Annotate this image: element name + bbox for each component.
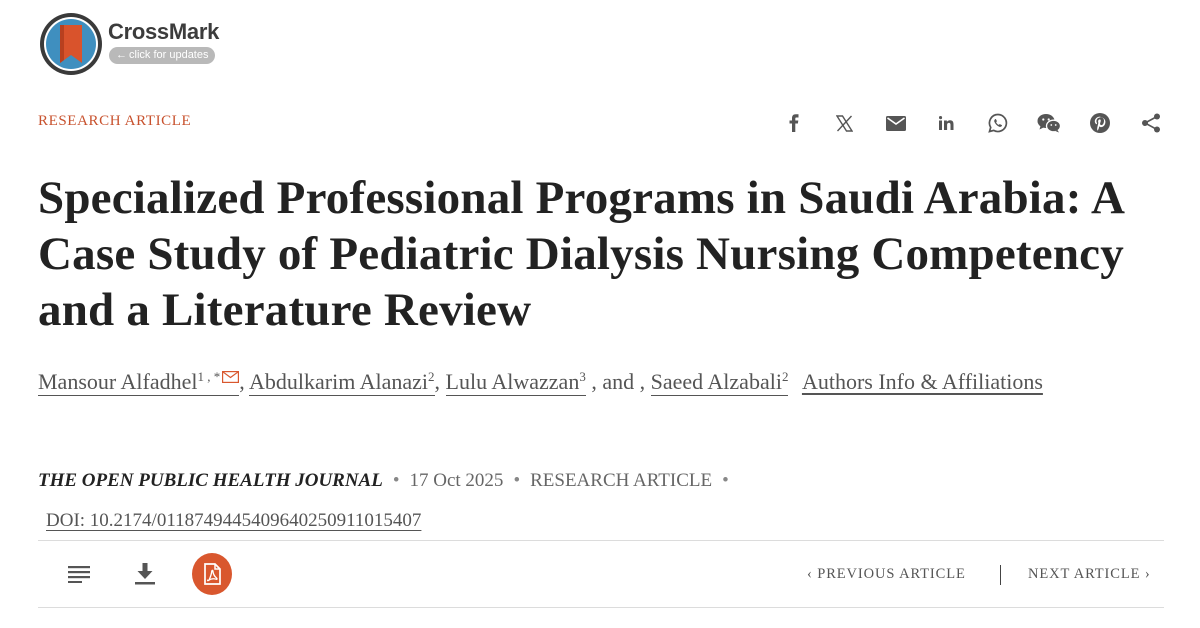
contents-button[interactable] xyxy=(59,553,99,595)
author-superscript: 2 xyxy=(781,369,789,384)
download-icon xyxy=(135,563,155,585)
publication-date: 17 Oct 2025 xyxy=(409,470,504,491)
separator: , xyxy=(434,369,441,394)
author-superscript: 3 xyxy=(579,369,586,384)
chevron-right-icon: › xyxy=(1144,566,1151,582)
journal-name[interactable]: THE OPEN PUBLIC HEALTH JOURNAL xyxy=(38,470,383,491)
arrow-left-icon: ← xyxy=(116,49,127,61)
crossmark-title: CrossMark xyxy=(108,19,220,44)
author-link[interactable] xyxy=(446,369,586,396)
whatsapp-icon[interactable] xyxy=(972,108,1023,138)
crossmark-logo-icon xyxy=(38,11,104,77)
article-type-meta: RESEARCH ARTICLE xyxy=(530,470,713,491)
bullet-separator: • xyxy=(722,470,729,491)
author-list xyxy=(38,362,1098,402)
doi-link[interactable]: DOI: 10.2174/0118749445409640250911015407 xyxy=(46,510,422,531)
article-title: Specialized Professional Programs in Saudi Arabia: A Case Study of Pediatric Dialysis Nursing Competency and a Literature Review xyxy=(38,172,1124,336)
publication-meta xyxy=(38,470,739,492)
toolbar-divider-top xyxy=(38,540,1164,541)
article-type-label: RESEARCH ARTICLE xyxy=(38,113,192,129)
pinterest-icon[interactable] xyxy=(1074,108,1125,138)
author-link[interactable] xyxy=(249,369,435,396)
share-icon[interactable] xyxy=(1125,108,1176,138)
contents-icon xyxy=(68,565,90,583)
wechat-icon[interactable] xyxy=(1023,108,1074,138)
crossmark-badge[interactable] xyxy=(38,11,228,77)
toolbar-divider-bottom xyxy=(38,607,1164,608)
share-bar xyxy=(768,108,1176,138)
author-superscript: 2 xyxy=(428,369,435,384)
bullet-separator: • xyxy=(392,470,400,491)
email-icon[interactable] xyxy=(870,108,921,138)
download-button[interactable] xyxy=(125,553,165,595)
pdf-button[interactable] xyxy=(192,553,232,595)
previous-article-link[interactable] xyxy=(807,566,966,583)
author-link[interactable] xyxy=(38,369,239,396)
and-separator: , and , xyxy=(591,369,646,394)
author-name: Lulu Alwazzan xyxy=(445,369,580,394)
previous-article-label: PREVIOUS ARTICLE xyxy=(817,566,966,582)
next-article-link[interactable] xyxy=(1028,566,1151,583)
next-article-label: NEXT ARTICLE xyxy=(1028,566,1141,582)
bullet-separator: • xyxy=(513,470,521,491)
mail-icon[interactable] xyxy=(222,371,239,383)
nav-divider xyxy=(1000,565,1001,585)
facebook-icon[interactable] xyxy=(768,108,819,138)
separator: , xyxy=(239,369,245,394)
pdf-icon xyxy=(201,563,223,585)
author-name: Abdulkarim Alanazi xyxy=(249,369,429,394)
crossmark-subtitle-text: click for updates xyxy=(129,49,209,61)
chevron-left-icon: ‹ xyxy=(807,566,813,582)
linkedin-icon[interactable] xyxy=(921,108,972,138)
author-name: Saeed Alzabali xyxy=(650,369,782,394)
author-name: Mansour Alfadhel xyxy=(38,369,198,394)
authors-info-affiliations-link[interactable]: Authors Info & Affiliations xyxy=(801,369,1043,394)
author-superscript: 1 , * xyxy=(197,369,221,384)
crossmark-subtitle xyxy=(109,47,215,64)
author-link[interactable] xyxy=(651,369,789,396)
x-icon[interactable] xyxy=(819,108,870,138)
